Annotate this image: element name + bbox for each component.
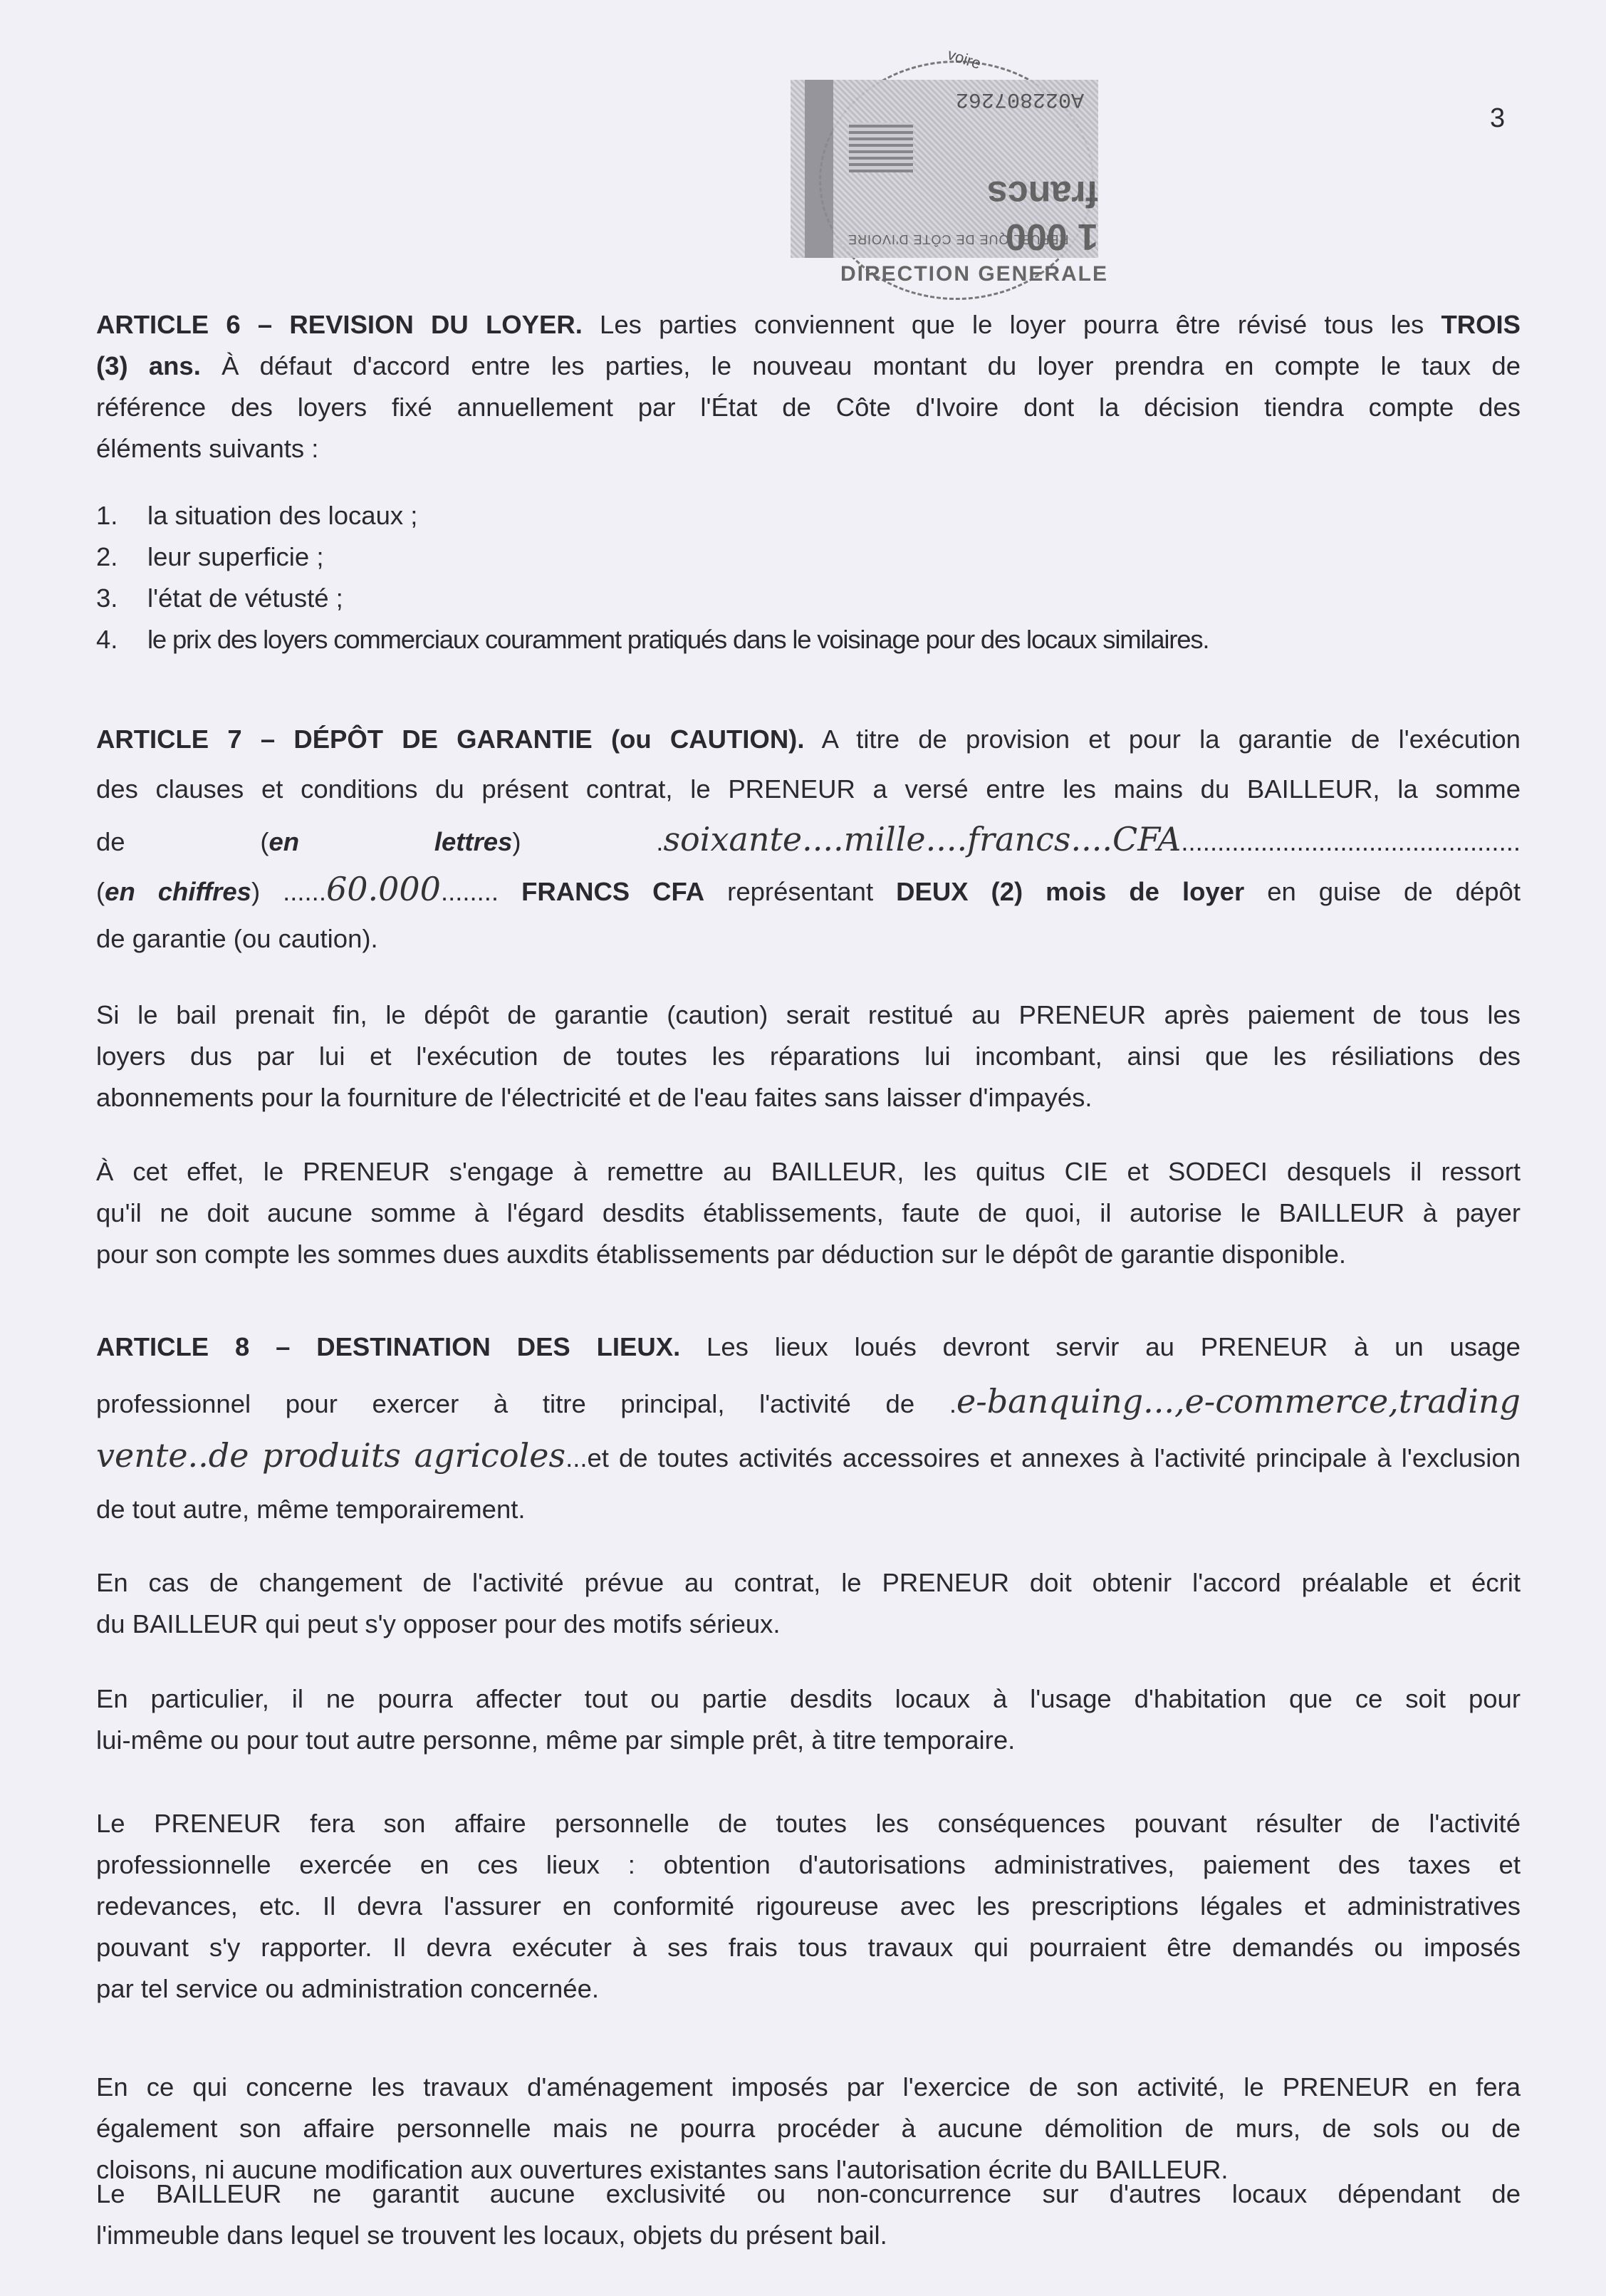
list-number: 4. [96,625,118,654]
text-line [96,715,1521,764]
text-segment: par tel service ou administration concernée. [96,1974,600,2003]
text-segment: éléments suivants : [96,434,319,463]
text-segment: A titre de provision et pour la garantie de l'exécution [804,724,1521,754]
text-segment: pour son compte les sommes dues auxdits établissements par déduction sur le dépôt de garantie disponible. [96,1240,1347,1269]
text-segment: ...et de toutes activités accessoires et annexes à l'activité principale à l'exclusion [565,1443,1521,1472]
text-line [96,2108,1521,2149]
text-line [96,1604,1521,1645]
text-line [96,1803,1521,1844]
text-line [96,1720,1521,1761]
text-segment: des clauses et conditions du présent contrat, le PRENEUR a versé entre les mains du BAILLEUR, la somme [96,774,1521,804]
article-8 [96,1320,1521,1537]
text-line [96,1844,1521,1886]
text-segment: cloisons, ni aucune modification aux ouvertures existantes sans l'autorisation écrite du BAILLEUR. [96,2155,1229,2184]
stamp-value: 1 000 francs [986,173,1098,257]
text-segment: également son affaire personnelle mais ne pourra procéder à aucune démolition de murs, de sols ou de [96,2114,1521,2143]
text-segment: professionnelle exercée en ces lieux : obtention d'autorisations administratives, paiement des taxes et [96,1850,1521,1879]
text-segment: En cas de changement de l'activité prévue au contrat, le PRENEUR doit obtenir l'accord préalable et écrit [96,1568,1521,1597]
handwritten-entry: vente..de produits agricoles [96,1436,566,1475]
text-segment: À cet effet, le PRENEUR s'engage à remettre au BAILLEUR, les quitus CIE et SODECI desquels il ressort [96,1157,1521,1186]
bold-text: ARTICLE 7 – DÉPÔT DE GARANTIE (ou CAUTION). [96,724,805,754]
bold-text: ARTICLE 8 – DESTINATION DES LIEUX. [96,1332,681,1361]
text-segment: représentant [704,877,897,906]
article-6 [96,304,1521,469]
text-segment: de ( [96,827,269,856]
text-segment: ............................................... [1181,827,1521,856]
text-segment: qu'il ne doit aucune somme à l'égard desdits établissements, faute de quoi, il autorise le BAILLEUR à payer [96,1198,1521,1227]
text-line [96,428,1521,469]
list-item [96,578,1521,619]
text-line [96,1562,1521,1604]
bold-text: FRANCS CFA [521,877,705,906]
paragraph-restitution [96,994,1521,1118]
text-segment: À défaut d'accord entre les parties, le nouveau montant du loyer prendra en compte le taux de [200,351,1521,380]
text-segment: du BAILLEUR qui peut s'y opposer pour des motifs sérieux. [96,1609,781,1638]
text-segment: de garantie (ou caution). [96,924,378,953]
text-segment: ( [96,877,105,906]
stamp-issuer: REPUBLIQUE DE CÔTE D'IVOIRE [848,232,1069,246]
article-7 [96,715,1521,964]
paragraph-changement [96,1562,1521,1645]
text-segment: ) ...... [251,877,326,906]
paragraph-habitation [96,1678,1521,1761]
bold-text: (3) ans. [96,351,201,380]
text-segment: loyers dus par lui et l'exécution de toutes les réparations lui incombant, ainsi que les résiliations des [96,1041,1521,1071]
bold-text: ARTICLE 6 – REVISION DU LOYER. [96,310,583,339]
list-text: leur superficie ; [147,542,324,571]
text-line [96,1036,1521,1077]
text-segment: pouvant s'y rapporter. Il devra exécuter à ses frais tous travaux qui pourraient être demandés ou imposés [96,1933,1521,1962]
text-line [96,1886,1521,1927]
text-line [96,1193,1521,1234]
text-segment: professionnel pour exercer à titre principal, l'activité de . [96,1389,956,1418]
text-segment: redevances, etc. Il devra l'assurer en conformité rigoureuse avec les prescriptions légales et administratives [96,1891,1521,1921]
text-segment: Le BAILLEUR ne garantit aucune exclusivité ou non-concurrence sur d'autres locaux dépendant de [96,2179,1521,2208]
text-line [96,1320,1521,1374]
bold-text: TROIS [1441,310,1521,339]
text-segment: en guise de dépôt [1244,877,1521,906]
text-line [96,994,1521,1036]
text-segment: Si le bail prenait fin, le dépôt de garantie (caution) serait restitué au PRENEUR après paiement de tous les [96,1000,1521,1029]
list-item [96,495,1521,536]
bold-text: DEUX (2) mois de loyer [896,877,1245,906]
text-line [96,2215,1521,2256]
handwritten-entry: e-banquing...,e-commerce,trading [956,1382,1521,1420]
stamp-pattern [849,123,913,172]
text-segment: ........ [440,877,522,906]
handwritten-entry: 60.000 [325,870,441,908]
text-segment: Les lieux loués devront servir au PRENEUR à un usage [680,1332,1521,1361]
bold-text: en chiffres [105,877,251,906]
stamp-band [805,80,833,258]
text-segment: Les parties conviennent que le loyer pourra être révisé tous les [582,310,1441,339]
text-line [96,1151,1521,1193]
text-segment: lui-même ou pour tout autre personne, même par simple prêt, à titre temporaire. [96,1725,1016,1755]
page-number: 3 [1490,103,1506,133]
list-number: 3. [96,583,118,613]
text-segment: de tout autre, même temporairement. [96,1495,526,1524]
text-line [96,1374,1521,1428]
text-line [96,1077,1521,1118]
text-segment: référence des loyers fixé annuellement par l'État de Côte d'Ivoire dont la décision tiendra compte des [96,393,1521,422]
text-line [96,1234,1521,1275]
handwritten-entry: soixante....mille....francs....CFA [663,820,1182,858]
text-line [96,304,1521,346]
text-segment: Le PRENEUR fera son affaire personnelle de toutes les conséquences pouvant résulter de l'activité [96,1809,1521,1838]
text-line [96,1927,1521,1968]
paragraph-exclusivite [96,2173,1521,2256]
list-item [96,619,1521,660]
text-line [96,814,1521,864]
text-line [96,1678,1521,1720]
text-line [96,914,1521,964]
text-line [96,387,1521,428]
text-segment: En particulier, il ne pourra affecter tout ou partie desdits locaux à l'usage d'habitation que ce soit pour [96,1684,1521,1713]
text-line [96,1428,1521,1482]
article-6-list [96,495,1521,660]
text-line [96,2173,1521,2215]
paragraph-consequences [96,1803,1521,2010]
text-line [96,1482,1521,1537]
text-line [96,764,1521,814]
list-text: l'état de vétusté ; [147,583,343,613]
seal-text-top: voire [945,45,984,73]
fiscal-stamp [791,80,1098,258]
text-segment: abonnements pour la fourniture de l'électricité et de l'eau faites sans laisser d'impayés. [96,1083,1093,1112]
text-segment: ) . [512,827,664,856]
list-number: 2. [96,542,118,571]
list-number: 1. [96,501,118,530]
seal-text-bottom: DIRECTION GENERALE [840,262,1109,286]
text-line [96,346,1521,387]
text-line [96,2067,1521,2108]
list-text: la situation des locaux ; [147,501,418,530]
list-item [96,536,1521,578]
list-text: le prix des loyers commerciaux couramment pratiqués dans le voisinage pour des locaux similaires. [147,625,1209,654]
paragraph-travaux [96,2067,1521,2191]
stamp-serial: A022807262 [955,87,1084,111]
text-segment: En ce qui concerne les travaux d'aménagement imposés par l'exercice de son activité, le PRENEUR en fera [96,2072,1521,2102]
text-segment: l'immeuble dans lequel se trouvent les locaux, objets du présent bail. [96,2220,887,2250]
paragraph-quitus [96,1151,1521,1275]
text-line [96,1968,1521,2010]
bold-text: en lettres [268,827,513,856]
text-line [96,864,1521,914]
